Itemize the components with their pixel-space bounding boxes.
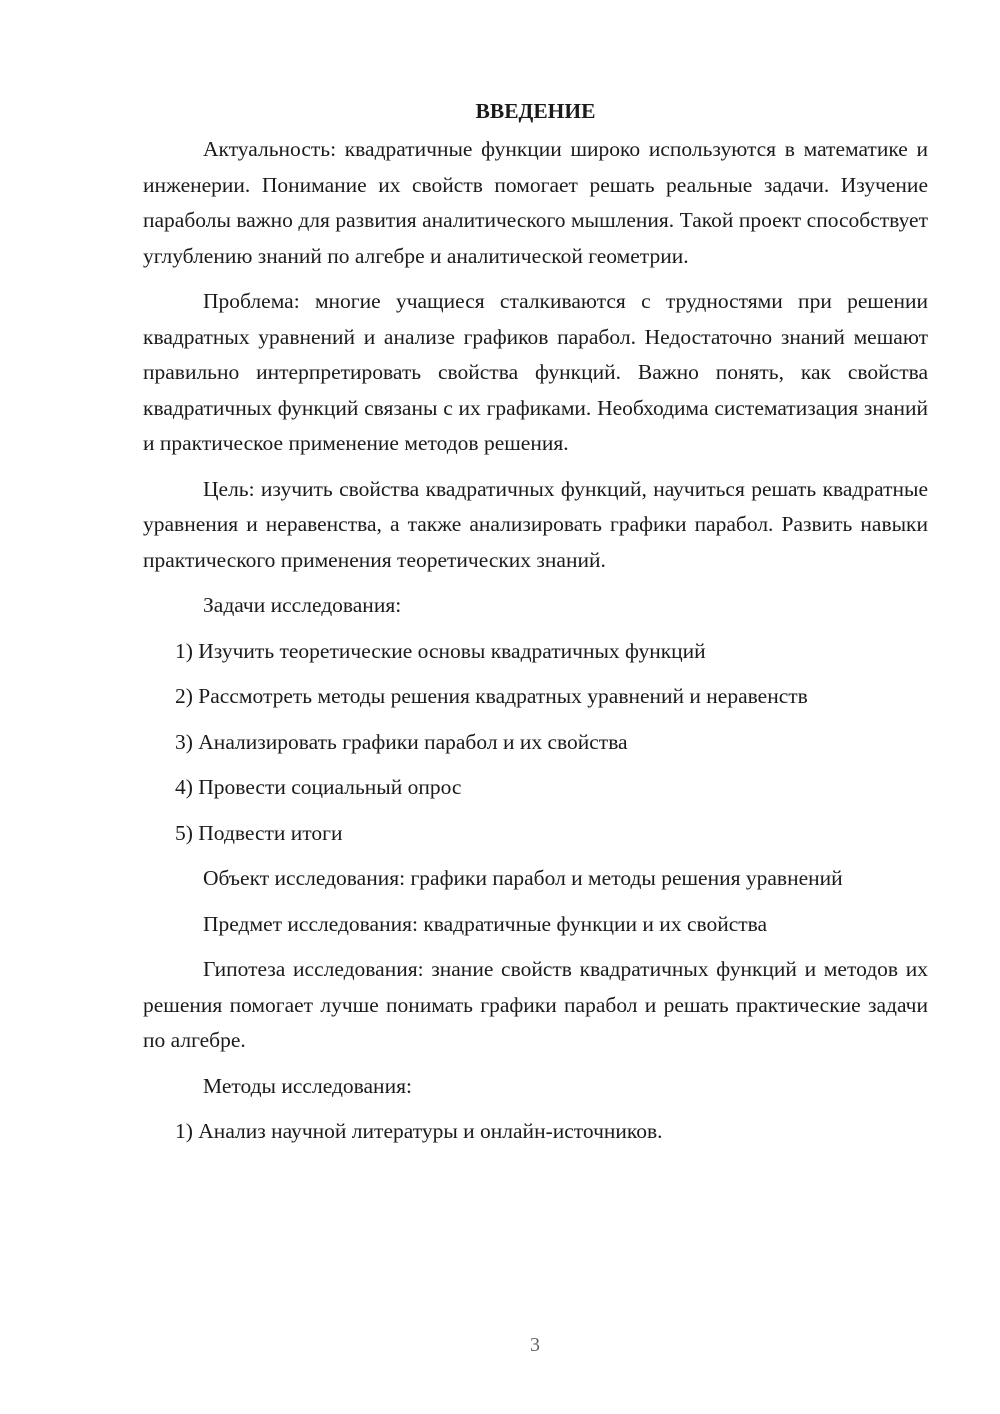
page-title: ВВЕДЕНИЕ [475, 99, 596, 123]
relevance-paragraph: Актуальность: квадратичные функции широко используются в математике и инженерии. Понимание их свойств помогает решать реальные задачи. Изучение параболы важно для развития аналитического мышления. Такой проект способствует углублению знаний по алгебре и аналитической геометрии. [143, 137, 928, 268]
tasks-heading: Задачи исследования: [203, 593, 402, 617]
task-item-3: 3) Анализировать графики парабол и их свойства [175, 729, 628, 754]
tasks-list [143, 634, 928, 852]
problem-paragraph: Проблема: многие учащиеся сталкиваются с трудностями при решении квадратных уравнений и анализе графиков парабол. Недостаточно знаний мешают правильно интерпретировать свойства функций. Важно понять, как свойства квадратичных функций связаны с их графиками. Необходима систематизация знаний и практическое применение методов решения. [143, 289, 928, 455]
methods-list [143, 1114, 928, 1150]
subject-paragraph: Предмет исследования: квадратичные функции и их свойства [203, 911, 768, 936]
method-item-1: 1) Анализ научной литературы и онлайн-источников. [175, 1119, 663, 1143]
task-item-4: 4) Провести социальный опрос [175, 775, 462, 799]
goal-paragraph: Цель: изучить свойства квадратичных функций, научиться решать квадратные уравнения и неравенства, а также анализировать графики парабол. Развить навыки практического применения теоретических знаний. [143, 476, 928, 572]
task-item-5: 5) Подвести итоги [175, 820, 343, 845]
task-item-1: 1) Изучить теоретические основы квадратичных функций [175, 638, 706, 663]
methods-heading: Методы исследования: [203, 1073, 412, 1098]
page-number: 3 [530, 1334, 540, 1356]
object-paragraph: Объект исследования: графики парабол и методы решения уравнений [203, 866, 843, 890]
document-page [143, 96, 928, 1160]
task-item-2: 2) Рассмотреть методы решения квадратных уравнений и неравенств [175, 684, 808, 708]
hypothesis-paragraph: Гипотеза исследования: знание свойств квадратичных функций и методов их решения помогает лучше понимать графики парабол и решать практические задачи по алгебре. [143, 957, 928, 1052]
